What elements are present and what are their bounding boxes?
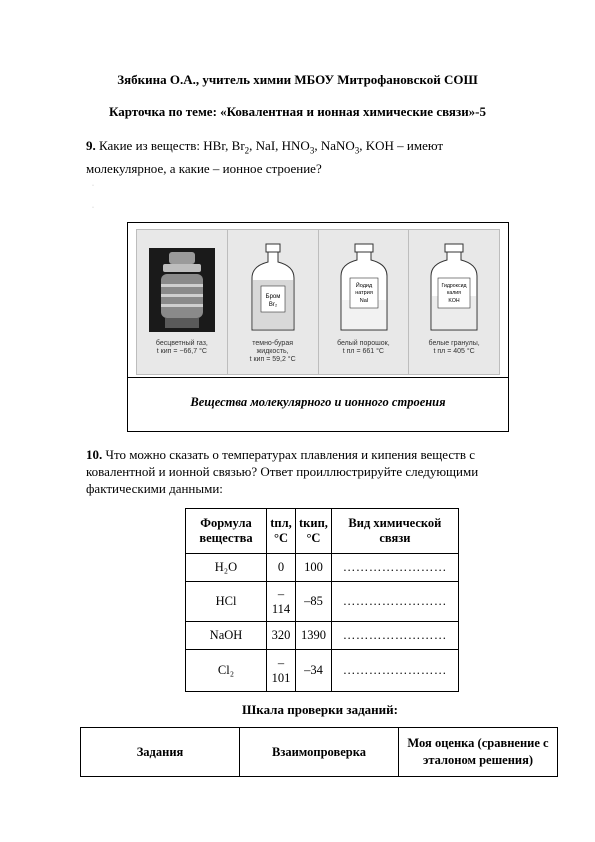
panel-4-desc-line: t пл = 405 °С [433,348,475,355]
scale-col-tasks: Задания [81,728,240,777]
scale-header-row [81,728,558,777]
cell-tkip: 100 [296,554,332,582]
cell-formula: H₂O [186,554,267,582]
card-title: Карточка по теме: «Ковалентная и ионная химические связи»-5 [108,104,487,119]
question-10-number: 10. [86,447,103,462]
panel-2-desc-line: t кип = 59,2 °С [249,356,296,363]
temperatures-table [185,508,459,692]
svg-text:Йодид: Йодид [355,283,372,289]
scale-title: Шкала проверки заданий: [242,702,398,717]
cell-tpl: 320 [267,622,296,650]
scale-col-peer-check: Взаимопроверка [240,728,399,777]
header-bond: Вид химической связи [331,509,458,554]
scale-col-my-score: Моя оценка (сравнение с эталоном решения) [399,728,558,777]
panel-1-desc-line: t кип = −66,7 °С [156,348,207,355]
header-tpl: tпл, °С [267,509,296,554]
potassium-hydroxide-jar-image [409,230,499,338]
q9-text-2: , NaI, HNO [249,138,310,153]
question-10 [86,446,526,497]
cell-bond-blank[interactable]: …………………… [331,554,458,582]
svg-text:калия: калия [447,290,462,296]
substances-figure [127,222,509,432]
svg-text:Br₂: Br₂ [268,302,277,308]
caption-divider [128,377,508,378]
bromine-panel [228,230,319,374]
gas-cylinder-image [137,230,227,338]
panel-3-desc-line: t пл = 661 °С [342,348,384,355]
scan-artifact: · [92,205,94,211]
substances-panels [136,229,500,375]
panel-1-desc-line: бесцветный газ, [155,340,208,347]
cell-tpl: –114 [267,582,296,622]
svg-text:натрия: натрия [354,290,373,296]
panel-2-desc-line: темно-бурая [252,340,294,347]
cell-tkip: –34 [296,650,332,692]
table-row [186,650,459,692]
cell-bond-blank[interactable]: …………………… [331,650,458,692]
table-row [186,582,459,622]
svg-text:Бром: Бром [265,294,281,300]
table-row [186,554,459,582]
q9-text-1: Какие из веществ: HBr, Br [95,138,245,153]
q9-sub-2: 3 [309,145,315,156]
table-header-row [186,509,459,554]
q10-text-2: ковалентной и ионной связью? Ответ проиллюстрируйте следующими [86,464,479,479]
cell-bond-blank[interactable]: …………………… [331,582,458,622]
header-formula: Формула вещества [186,509,267,554]
cell-formula: HCl [186,582,267,622]
q9-sub-1: 2 [244,145,250,156]
panel-4-desc [409,340,499,356]
author-line: Зябкина О.А., учитель химии МБОУ Митрофановской СОШ [117,72,478,87]
q9-text-4: , KOH – имеют [359,138,444,153]
sodium-iodide-jar-image [319,230,409,338]
svg-text:Гидроксид: Гидроксид [441,283,467,289]
question-9-number: 9. [86,138,96,153]
q9-text-3: , NaNO [314,138,355,153]
panel-1-desc [137,340,227,356]
q9-sub-3: 3 [354,145,360,156]
gas-cylinder-panel [137,230,228,374]
panel-4-desc-line: белые гранулы, [428,340,480,347]
panel-3-desc [319,340,409,356]
assessment-scale-table [80,727,558,777]
panel-2-desc-line: жидкость, [256,348,289,355]
svg-text:NaI: NaI [359,298,368,304]
q10-text-1: Что можно сказать о температурах плавления и кипения веществ с [102,447,475,462]
cell-formula: NaOH [186,622,267,650]
question-9 [86,137,526,177]
cell-bond-blank[interactable]: …………………… [331,622,458,650]
q9-text-5: молекулярное, а какие – ионное строение? [86,160,322,176]
cell-tkip: 1390 [296,622,332,650]
panel-3-desc-line: белый порошок, [337,340,390,347]
cell-tpl: –101 [267,650,296,692]
panel-2-desc [228,340,318,364]
potassium-hydroxide-panel [409,230,499,374]
sodium-iodide-panel [319,230,410,374]
svg-text:KOH: KOH [448,298,460,304]
cell-tpl: 0 [267,554,296,582]
table-row [186,622,459,650]
header-tkip: tкип, °С [296,509,332,554]
bromine-bottle-image [228,230,318,338]
scan-artifact: · [92,183,94,189]
q10-text-3: фактическими данными: [86,481,223,496]
cell-tkip: –85 [296,582,332,622]
cell-formula: Cl₂ [186,650,267,692]
figure-caption: Вещества молекулярного и ионного строения [190,395,446,409]
